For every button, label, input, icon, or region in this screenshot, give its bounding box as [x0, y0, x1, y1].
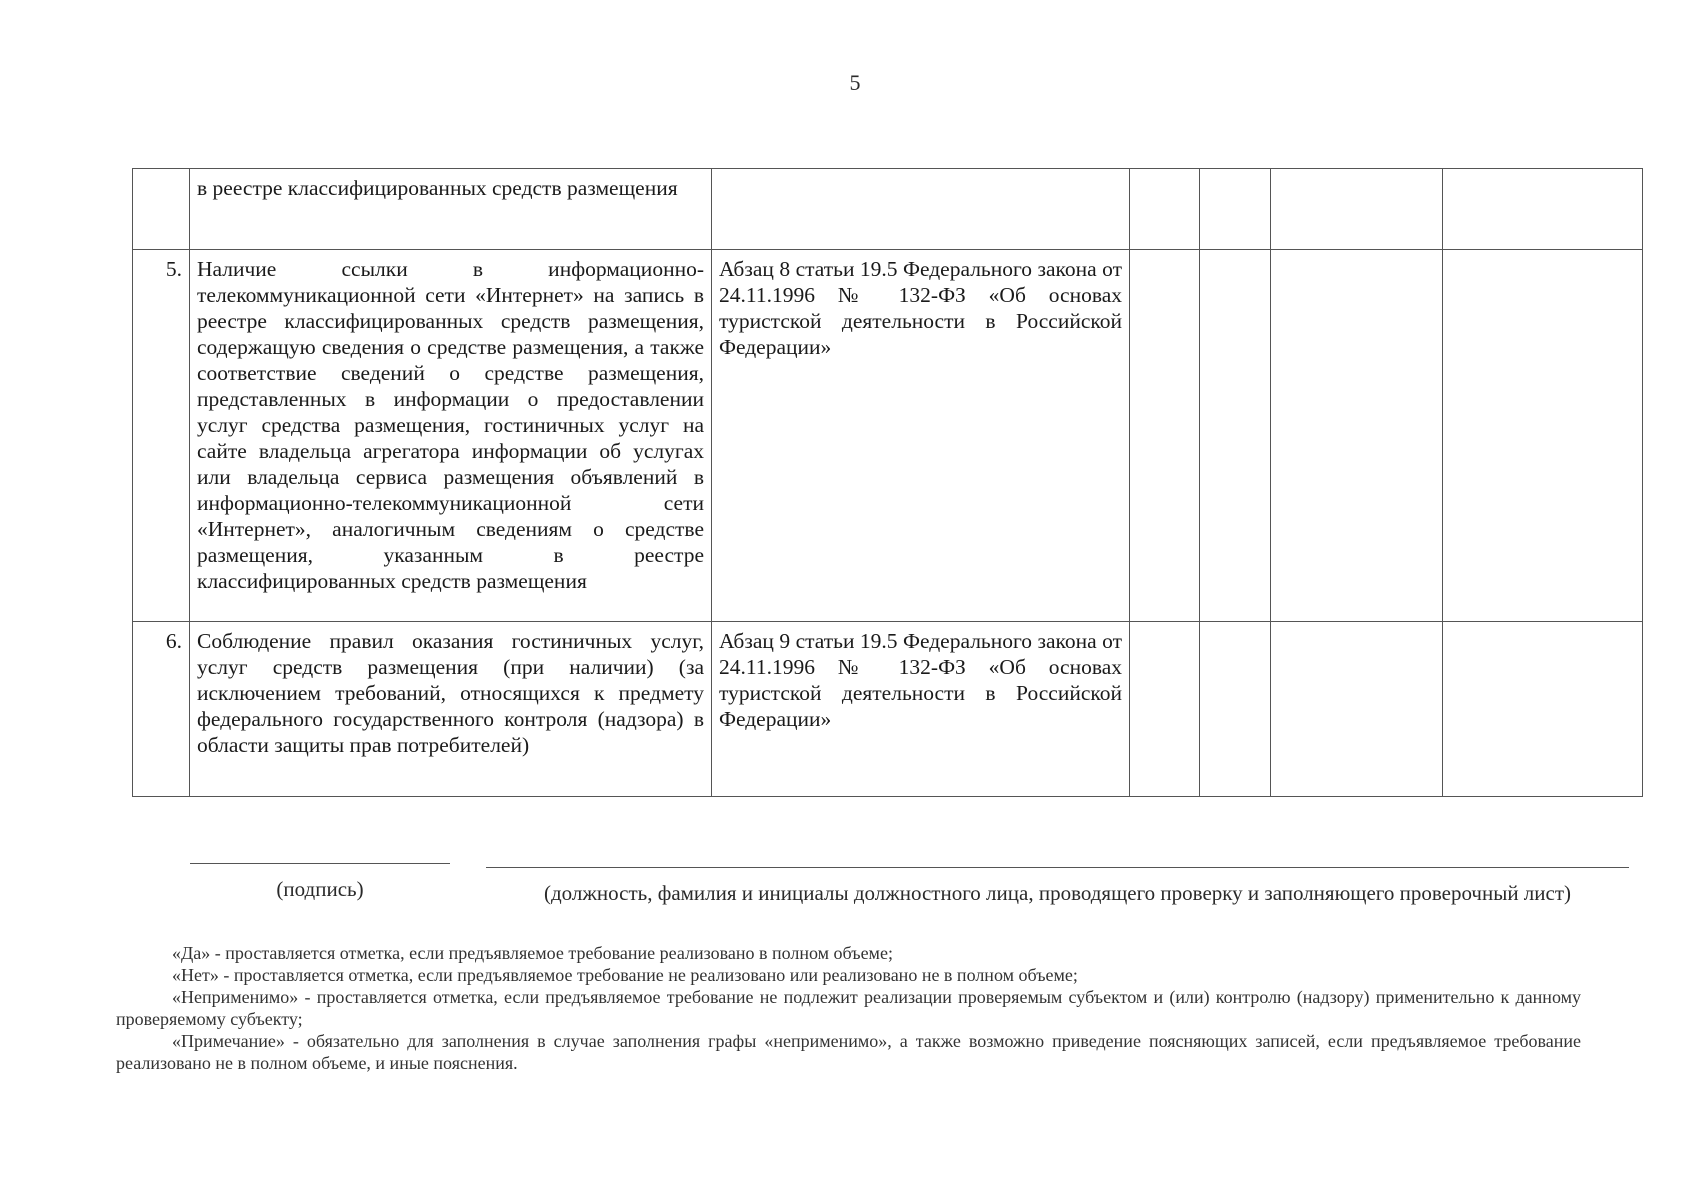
note-cell: [1443, 250, 1643, 622]
note-not-applicable: «Неприменимо» - проставляется отметка, если предъявляемое требование не подлежит реализации проверяемым субъектом и (или) контролю (надзору) применительно к данному проверяемому субъекту;: [116, 987, 1581, 1029]
page-number: 5: [849, 70, 861, 95]
yes-cell: [1130, 250, 1200, 622]
not-applicable-cell: [1271, 169, 1443, 250]
position-name-line: [486, 867, 1629, 868]
yes-cell: [1130, 169, 1200, 250]
requirement-cell: в реестре классифицированных средств размещения: [190, 169, 712, 250]
row-number: [133, 169, 190, 250]
signature-caption: (подпись): [276, 877, 364, 901]
no-cell: [1200, 622, 1271, 797]
note-no: «Нет» - проставляется отметка, если предъявляемое требование не реализовано или реализовано не в полном объеме;: [172, 965, 1078, 985]
legal-basis-cell: Абзац 8 статьи 19.5 Федерального закона от 24.11.1996 № 132-ФЗ «Об основах туристской деятельности в Российской Федерации»: [712, 250, 1130, 622]
not-applicable-cell: [1271, 622, 1443, 797]
table-row: [133, 169, 1643, 250]
not-applicable-cell: [1271, 250, 1443, 622]
note-cell: [1443, 622, 1643, 797]
no-cell: [1200, 250, 1271, 622]
note-yes: «Да» - проставляется отметка, если предъявляемое требование реализовано в полном объеме;: [172, 943, 893, 963]
requirement-cell: Соблюдение правил оказания гостиничных услуг, услуг средств размещения (при наличии) (за исключением требований, относящихся к предмету федерального государственного контроля (надзора) в области защиты прав потребителей): [190, 622, 712, 797]
requirement-cell: Наличие ссылки в информационно-телекоммуникационной сети «Интернет» на запись в реестре классифицированных средств размещения, содержащую сведения о средстве размещения, а также соответствие сведений о средстве размещения, представленных в информации о предоставлении услуг средства размещения, гостиничных услуг на сайте владельца агрегатора информации об услугах или владельца сервиса размещения объявлений в информационно-телекоммуникационной сети «Интернет», аналогичным сведениям о средстве размещения, указанным в реестре классифицированных средств размещения: [190, 250, 712, 622]
no-cell: [1200, 169, 1271, 250]
table-row: [133, 250, 1643, 622]
position-caption: (должность, фамилия и инициалы должностного лица, проводящего проверку и заполняющего проверочный лист): [543, 881, 1572, 905]
table-row: [133, 622, 1643, 797]
legend-notes: [116, 942, 1581, 1074]
row-number: 5.: [133, 250, 190, 622]
note-cell: [1443, 169, 1643, 250]
legal-basis-cell: [712, 169, 1130, 250]
row-number: 6.: [133, 622, 190, 797]
checklist-table: [132, 168, 1643, 797]
note-remark: «Примечание» - обязательно для заполнения в случае заполнения графы «неприменимо», а также возможно приведение поясняющих записей, если предъявляемое требование реализовано не в полном объеме, и иные пояснения.: [116, 1031, 1581, 1073]
legal-basis-cell: Абзац 9 статьи 19.5 Федерального закона от 24.11.1996 № 132-ФЗ «Об основах туристской деятельности в Российской Федерации»: [712, 622, 1130, 797]
signature-line: [190, 863, 450, 864]
yes-cell: [1130, 622, 1200, 797]
